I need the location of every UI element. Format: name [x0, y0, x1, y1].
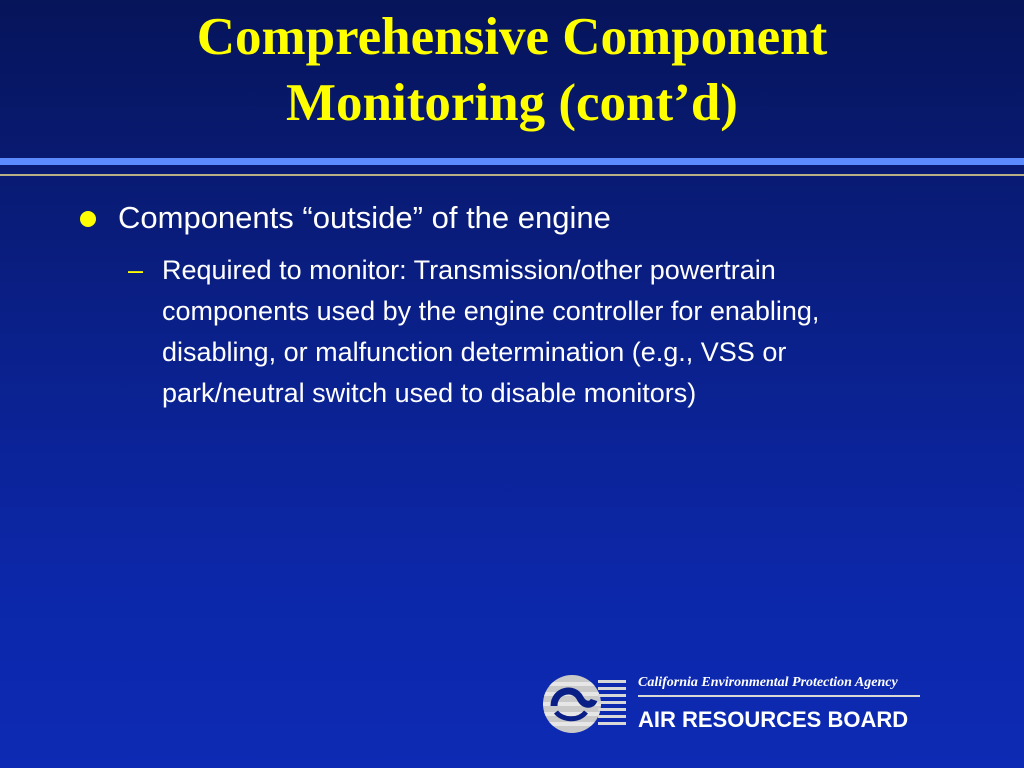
board-name: AIR RESOURCES BOARD: [638, 707, 909, 732]
slide-title: [0, 4, 1024, 136]
arb-emblem-icon: [540, 672, 630, 736]
bullet-dot-icon: [80, 211, 96, 227]
sub-bullet-dash: –: [128, 255, 144, 285]
title-divider: [0, 158, 1024, 165]
arb-logo: [540, 672, 960, 740]
title-divider-thin: [0, 174, 1024, 176]
title-line-1: Comprehensive Component: [196, 8, 828, 66]
title-line-2: Monitoring (cont’d): [286, 74, 738, 132]
sub-bullet-text: Required to monitor: Transmission/other powertrain components used by the engine controller for enabling, disabling, or malfunction determination (e.g., VSS or park/neutral switch used to disable monitors): [162, 255, 820, 408]
bullet-text: Components “outside” of the engine: [118, 200, 611, 235]
logo-divider: [638, 695, 920, 697]
agency-name: California Environmental Protection Agency: [638, 675, 898, 690]
